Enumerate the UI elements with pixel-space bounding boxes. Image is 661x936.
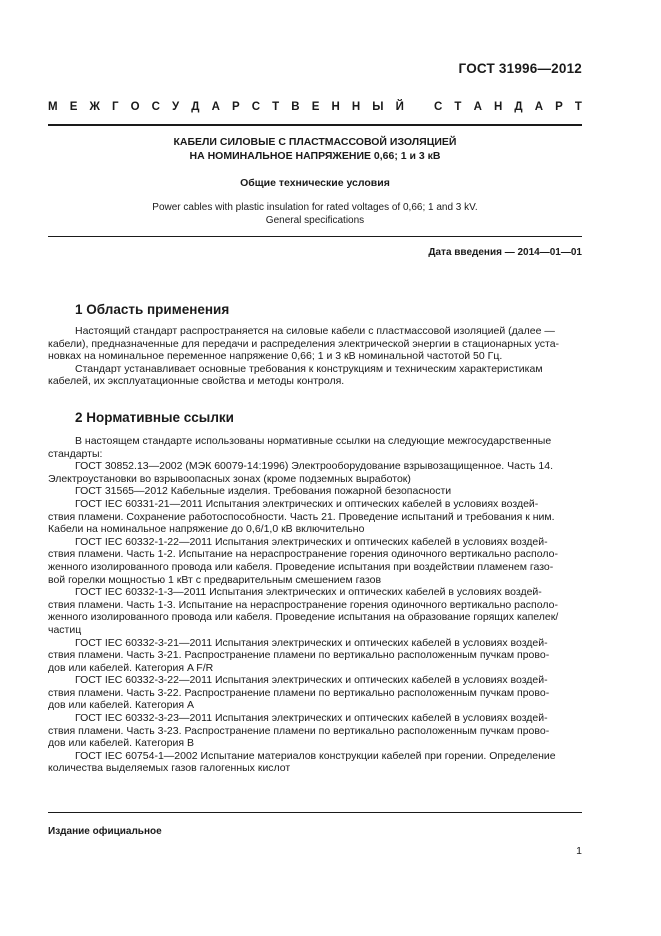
- standard-type-letter: А: [534, 101, 544, 113]
- introduction-date: Дата введения — 2014—01—01: [428, 247, 582, 258]
- english-title: [48, 202, 582, 227]
- standard-type-letter: Д: [191, 101, 200, 113]
- reference-line: женного изолированного провода или кабеля. Проведение испытания при воздействии пламенем газо-: [48, 560, 554, 573]
- text-line: кабели), предназначенные для передачи и распределения электрической энергии в стационарных уста-: [48, 337, 560, 350]
- reference-line: ГОСТ 30852.13—2002 (МЭК 60079-14:1996) Электрооборудование взрывозащищенное. Часть 14.: [75, 460, 554, 473]
- reference-line: дов или кабелей. Категория A F/R: [48, 661, 214, 674]
- text-line: Стандарт устанавливает основные требования к конструкциям и техническим характеристикам: [75, 362, 543, 375]
- reference-line: стандарты:: [48, 447, 103, 460]
- standard-type-letter: Н: [493, 101, 503, 113]
- standard-type-letter: Т: [272, 101, 280, 113]
- reference-line: ствия пламени. Часть 3-21. Распространение пламени по вертикально расположенным пучкам прово-: [48, 649, 550, 662]
- reference-line: ГОСТ IEC 60332-3-23—2011 Испытания электрических и оптических кабелей в условиях воздей-: [75, 712, 548, 725]
- document-title: [48, 135, 582, 163]
- standard-type-letter: С: [251, 101, 261, 113]
- standard-type-letter: Р: [231, 101, 240, 113]
- reference-line: ГОСТ IEC 60331-21—2011 Испытания электрических и оптических кабелей в условиях воздей-: [75, 497, 539, 510]
- standard-type-word-1: [48, 101, 404, 113]
- text-line: новках на номинальное переменное напряжение 0,66; 1 и 3 кВ номинальной частотой 50 Гц.: [48, 350, 503, 363]
- standard-type-letter: Н: [331, 101, 340, 113]
- standard-type-heading: [48, 101, 582, 113]
- standard-type-letter: Т: [574, 101, 582, 113]
- reference-line: дов или кабелей. Категория А: [48, 699, 194, 712]
- english-title-line-2: General specifications: [265, 214, 365, 226]
- document-number: ГОСТ 31996—2012: [458, 61, 582, 76]
- text-line: кабелей, их эксплуатационные свойства и методы контроля.: [48, 375, 345, 388]
- reference-line: ГОСТ IEC 60332-1-3—2011 Испытания электрических и оптических кабелей в условиях воздей-: [75, 586, 542, 599]
- standard-type-letter: С: [434, 101, 443, 113]
- reference-line: ГОСТ 31565—2012 Кабельные изделия. Требования пожарной безопасности: [75, 485, 452, 498]
- standard-type-letter: М: [48, 101, 58, 113]
- reference-line: В настоящем стандарте использованы нормативные ссылки на следующие межгосударственные: [75, 435, 552, 447]
- standard-type-letter: А: [473, 101, 482, 113]
- reference-line: Электроустановки во взрывоопасных зонах (кроме подземных выработок): [48, 472, 411, 485]
- section-1-heading: 1 Область применения: [75, 302, 230, 317]
- reference-line: ГОСТ IEC 60754-1—2002 Испытание материалов конструкции кабелей при горении. Определение: [75, 749, 556, 762]
- section-2-heading: 2 Нормативные ссылки: [75, 410, 234, 425]
- standard-type-letter: Г: [111, 101, 119, 113]
- standard-type-letter: Р: [555, 101, 563, 113]
- english-title-line-1: Power cables with plastic insulation for rated voltages of 0,66; 1 and 3 kV.: [152, 202, 478, 213]
- text-line: Настоящий стандарт распространяется на силовые кабели с пластмассовой изоляцией (далее —: [75, 325, 555, 337]
- title-rule: [48, 236, 582, 237]
- reference-line: дов или кабелей. Категория В: [48, 737, 194, 750]
- standard-type-letter: А: [211, 101, 220, 113]
- title-line-2: НА НОМИНАЛЬНОЕ НАПРЯЖЕНИЕ 0,66; 1 и 3 кВ: [189, 150, 441, 162]
- standard-type-letter: Т: [454, 101, 462, 113]
- reference-line: женного изолированного провода или кабеля. Проведение испытания на образование горящих капелек/: [48, 611, 559, 624]
- reference-line: ствия пламени. Часть 3-23. Распространение пламени по вертикально расположенным пучкам прово-: [48, 724, 550, 737]
- standard-type-letter: Ы: [372, 101, 384, 113]
- reference-line: частиц: [48, 623, 82, 636]
- document-subtitle: Общие технические условия: [240, 177, 390, 189]
- standard-type-letter: В: [291, 101, 300, 113]
- reference-line: ствия пламени. Часть 1-2. Испытание на нераспространение горения одиночного вертикально располо-: [48, 548, 558, 561]
- section-1-body: [48, 325, 582, 388]
- reference-line: количества выделяемых газов галогенных кислот: [48, 762, 291, 775]
- standard-type-word-2: [434, 101, 582, 113]
- reference-line: ГОСТ IEC 60332-3-21—2011 Испытания электрических и оптических кабелей в условиях воздей-: [75, 636, 548, 649]
- standard-type-letter: Ж: [89, 101, 100, 113]
- footer-rule: [48, 812, 582, 813]
- reference-line: ГОСТ IEC 60332-1-22—2011 Испытания электрических и оптических кабелей в условиях воздей-: [75, 535, 548, 548]
- reference-line: ствия пламени. Часть 3-22. Распространение пламени по вертикально расположенным пучкам прово-: [48, 686, 550, 699]
- standard-type-letter: Н: [351, 101, 361, 113]
- page-number: 1: [576, 845, 582, 857]
- paragraph: [48, 325, 582, 363]
- standard-type-letter: С: [151, 101, 160, 113]
- reference-line: вой горелки мощностью 1 кВт с предварительным смешением газов: [48, 573, 382, 586]
- reference-line: ствия пламени. Часть 1-3. Испытание на нераспространение горения одиночного вертикально располо-: [48, 598, 558, 611]
- reference-line: ствия пламени. Сохранение работоспособности. Часть 21. Проведение испытаний и требования к ним.: [48, 510, 555, 523]
- reference-line: Кабели на номинальное напряжение до 0,6/1,0 кВ включительно: [48, 523, 365, 536]
- section-2-body: [48, 435, 582, 775]
- standard-type-letter: Е: [69, 101, 78, 113]
- standard-type-letter: Й: [395, 101, 404, 113]
- header-rule: [48, 124, 582, 126]
- standard-type-letter: О: [130, 101, 140, 113]
- edition-note: Издание официальное: [48, 826, 162, 837]
- title-line-1: КАБЕЛИ СИЛОВЫЕ С ПЛАСТМАССОВОЙ ИЗОЛЯЦИЕЙ: [173, 136, 457, 148]
- paragraph: [48, 363, 582, 388]
- standard-type-letter: Д: [514, 101, 523, 113]
- reference-line: ГОСТ IEC 60332-3-22—2011 Испытания электрических и оптических кабелей в условиях воздей-: [75, 674, 548, 687]
- standard-type-letter: Е: [311, 101, 320, 113]
- standard-type-letter: У: [172, 101, 180, 113]
